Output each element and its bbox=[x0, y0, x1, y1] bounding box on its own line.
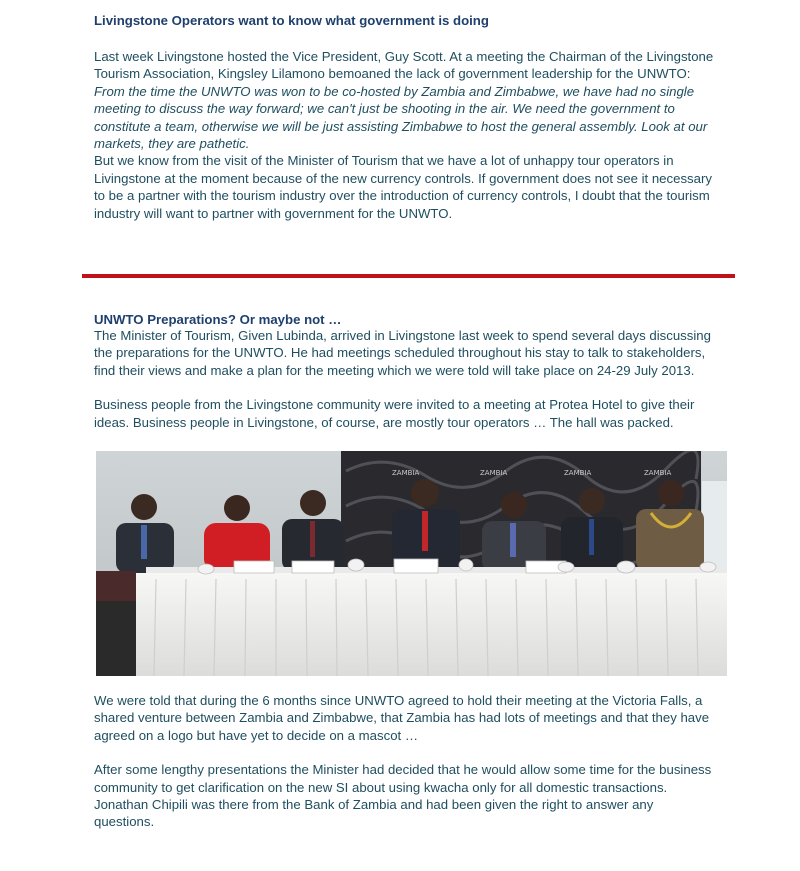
section-2-para-1: The Minister of Tourism, Given Lubinda, arrived in Livingstone last week to spend several days discussing the preparations for the UNWTO. He had meetings scheduled throughout his stay to talk to stakeholders, find their views and make a plan for the meeting which we were told will take place on 24-29 July 2013. bbox=[94, 328, 711, 378]
section-1-body bbox=[94, 48, 714, 222]
section-2-top bbox=[94, 312, 714, 431]
backdrop-logo-2: ZAMBIA bbox=[480, 469, 508, 477]
meeting-photo-illustration bbox=[96, 451, 727, 676]
section-1 bbox=[94, 13, 714, 28]
section-1-intro: Last week Livingstone hosted the Vice President, Guy Scott. At a meeting the Chairman of the Livingstone Tourism Association, Kingsley Lilamono bemoaned the lack of government leadership for the UNWTO: bbox=[94, 49, 714, 82]
section-2-heading: UNWTO Preparations? Or maybe not … bbox=[94, 312, 342, 327]
section-1-follow: But we know from the visit of the Minister of Tourism that we have a lot of unhappy tour operators in Livingstone at the moment because of the new currency controls. If government does not see it necessary to be a partner with the tourism industry over the introduction of currency controls, I doubt that the tourism industry will want to partner with government for the UNWTO. bbox=[94, 153, 712, 221]
meeting-photo bbox=[96, 451, 727, 676]
section-2-bottom bbox=[94, 692, 714, 831]
section-1-quote: From the time the UNWTO was won to be co-hosted by Zambia and Zimbabwe, we have had no single meeting to discuss the way forward; we can't just be shooting in the air. We need the government to constitute a team, otherwise we will be just assisting Zimbabwe to host the general assembly. Look at our markets, they are pathetic. bbox=[94, 83, 708, 152]
section-2-para-2: Business people from the Livingstone community were invited to a meeting at Protea Hotel to give their ideas. Business people in Livingstone, of course, are mostly tour operators … The hall was packed. bbox=[94, 397, 695, 430]
section-1-heading: Livingstone Operators want to know what government is doing bbox=[94, 13, 489, 28]
backdrop-logo-3: ZAMBIA bbox=[564, 469, 592, 477]
backdrop-logo-4: ZAMBIA bbox=[644, 469, 672, 477]
section-divider bbox=[82, 274, 735, 278]
section-2-para-3: We were told that during the 6 months since UNWTO agreed to hold their meeting at the Victoria Falls, a shared venture between Zambia and Zimbabwe, that Zambia has had lots of meetings and that they have agreed on a logo but have yet to decide on a mascot … bbox=[94, 693, 710, 743]
section-2-para-4: After some lengthy presentations the Minister had decided that he would allow some time for the business community to get clarification on the new SI about using kwacha only for all domestic transactions. Jonathan Chipili was there from the Bank of Zambia and had been given the right to answer any questions. bbox=[94, 762, 712, 830]
backdrop-logo-1: ZAMBIA bbox=[392, 469, 420, 477]
